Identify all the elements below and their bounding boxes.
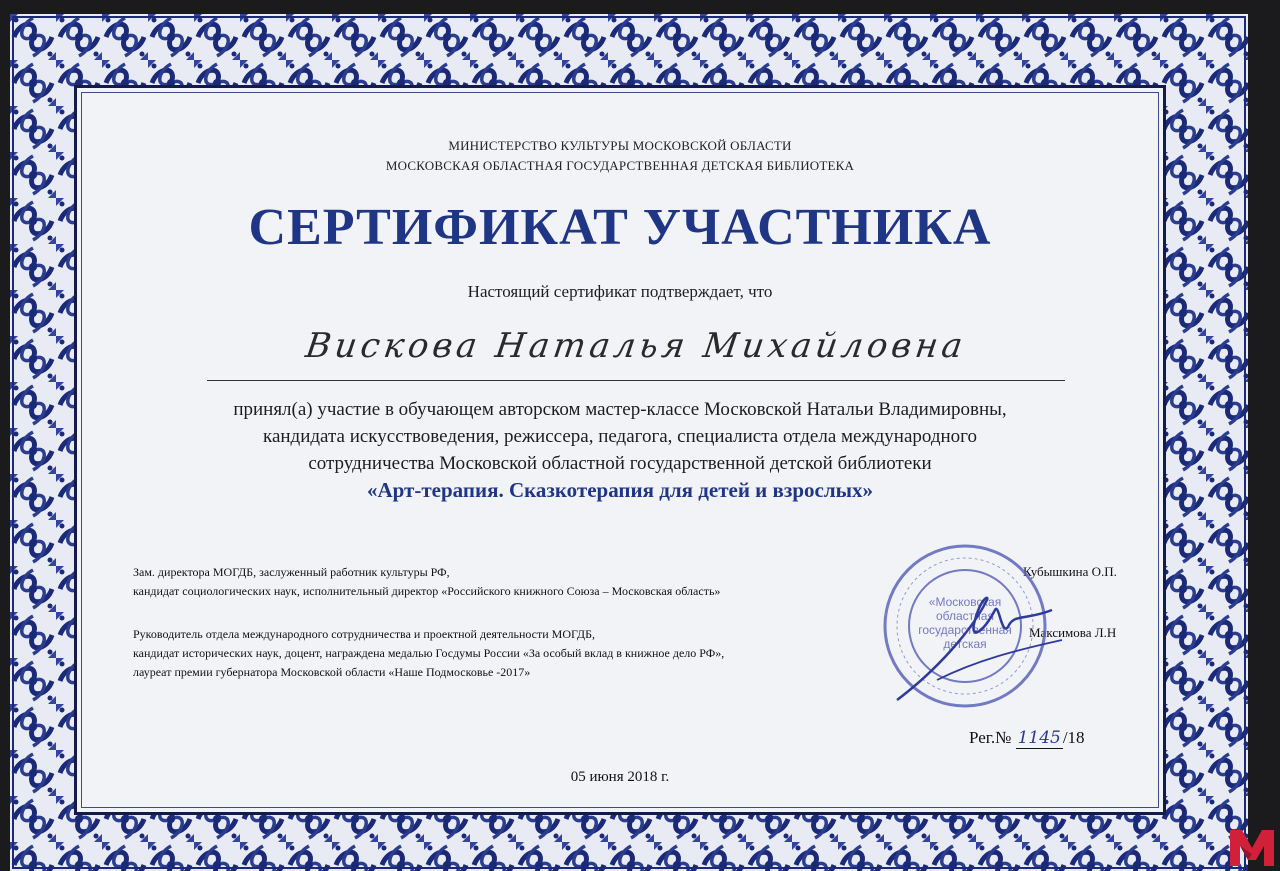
seal-stamp bbox=[877, 540, 1067, 720]
signatory2-line: лауреат премии губернатора Московской области «Наше Подмосковье -2017» bbox=[133, 665, 531, 679]
program-title: «Арт-терапия. Сказкотерапия для детей и взрослых» bbox=[366, 478, 873, 502]
ministry-heading: МИНИСТЕРСТВО КУЛЬТУРЫ МОСКОВСКОЙ ОБЛАСТИ bbox=[448, 138, 792, 153]
issue-date: 05 июня 2018 г. bbox=[570, 769, 670, 785]
stamp-line: «Московская bbox=[928, 595, 1002, 609]
certificate-sheet bbox=[10, 14, 1248, 871]
certificate-title: СЕРТИФИКАТ УЧАСТНИКА bbox=[248, 199, 992, 256]
recipient-name: Вискова Наталья Михайловна bbox=[303, 326, 969, 366]
signatory1-line: Зам. директора МОГДБ, заслуженный работник культуры РФ, bbox=[133, 565, 450, 579]
signatory1-name: Кубышкина О.П. bbox=[1023, 564, 1117, 579]
signatory2-line: кандидат исторических наук, доцент, награждена медалью Госдумы России «За особый вклад в книжное дело РФ», bbox=[133, 646, 725, 660]
registration-value: 1145 bbox=[1017, 728, 1061, 748]
signatory1-credentials bbox=[133, 563, 720, 601]
library-heading: МОСКОВСКАЯ ОБЛАСТНАЯ ГОСУДАРСТВЕННАЯ ДЕТСКАЯ БИБЛИОТЕКА bbox=[385, 158, 855, 173]
body-line: принял(а) участие в обучающем авторском мастер-классе Московской Натальи Владимировны, bbox=[233, 399, 1007, 420]
confirm-text: Настоящий сертификат подтверждает, что bbox=[467, 282, 773, 301]
signatory2-name: Максимова Л.Н bbox=[1029, 625, 1117, 640]
signatory2-credentials bbox=[133, 625, 724, 682]
m-letter-logo-icon bbox=[1226, 824, 1278, 868]
scan-background-edge bbox=[1248, 0, 1280, 871]
body-line: сотрудничества Московской областной государственной детской библиотеки bbox=[308, 453, 932, 474]
registration-suffix: /18 bbox=[1062, 728, 1085, 747]
signatory2-line: Руководитель отдела международного сотрудничества и проектной деятельности МОГДБ, bbox=[133, 627, 595, 641]
certificate-inner-panel bbox=[74, 85, 1166, 815]
signatory1-line: кандидат социологических наук, исполнительный директор «Российского книжного Союза – Московская область» bbox=[133, 584, 721, 598]
certificate-body bbox=[77, 396, 1163, 477]
stamp-line: детская bbox=[943, 637, 987, 651]
body-line: кандидата искусствоведения, режиссера, педагога, специалиста отдела международного bbox=[263, 426, 977, 447]
registration-prefix: Рег.№ bbox=[969, 728, 1012, 747]
name-underline bbox=[207, 380, 1065, 381]
stamp-line: областная bbox=[936, 609, 994, 623]
stamp-line: государственная bbox=[918, 623, 1012, 637]
registration-number bbox=[969, 728, 1085, 749]
